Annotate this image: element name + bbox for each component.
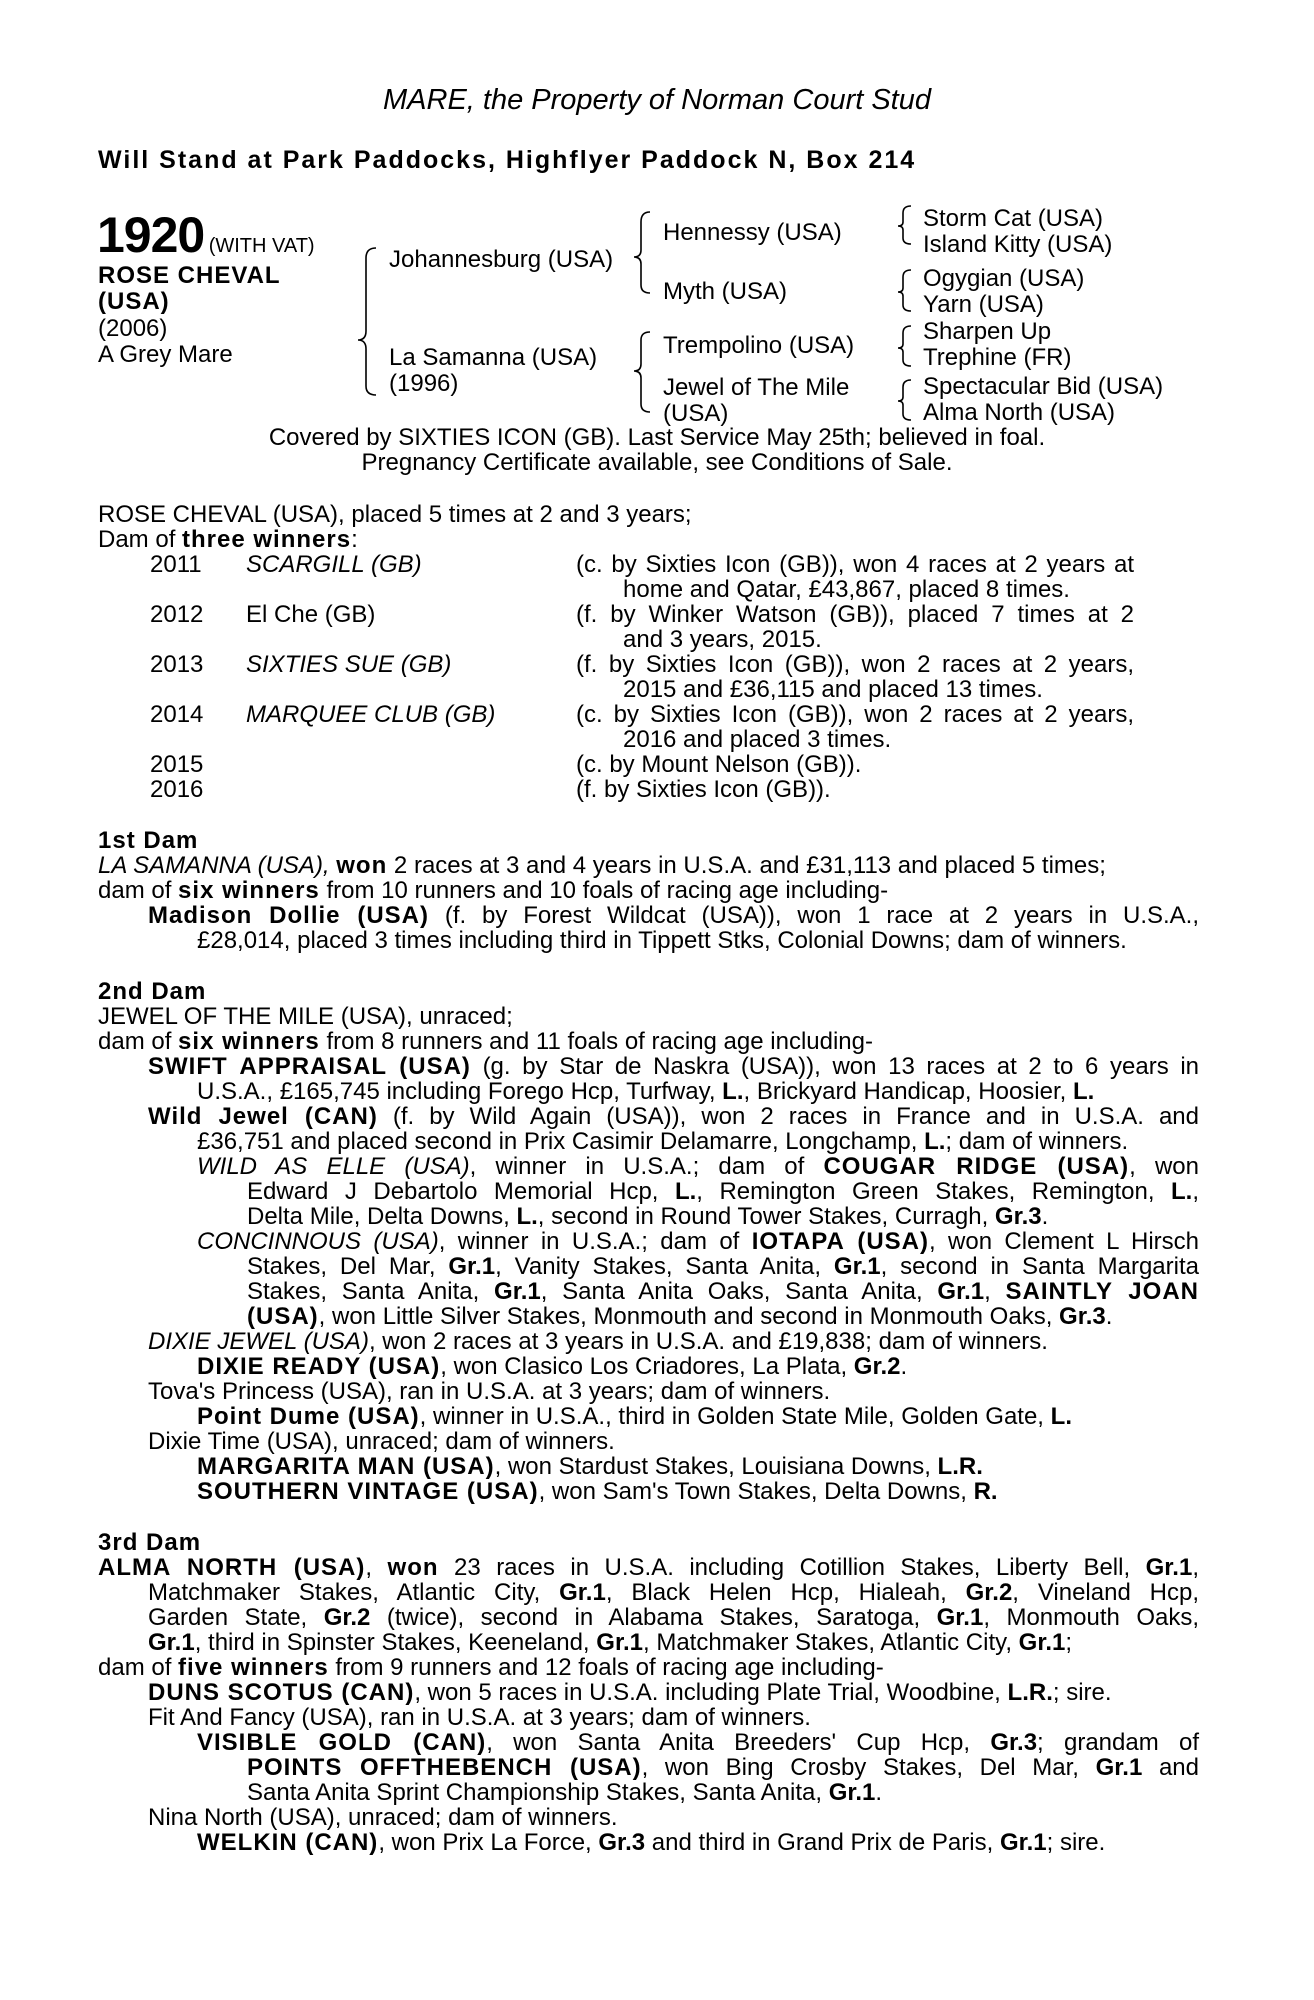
text-run: Gr.1 (1018, 1629, 1066, 1656)
text-run: . (875, 1779, 883, 1806)
text-run: dam of (98, 877, 179, 904)
pedigree-dsd: Trephine (FR) (923, 344, 1072, 371)
second-dam-line (197, 1154, 1199, 1179)
produce-detail: (c. by Mount Nelson (GB)). (576, 751, 862, 778)
text-run: Gr.1 (833, 1253, 881, 1280)
third-dam-line (148, 1680, 1112, 1705)
produce-year: 2014 (150, 701, 204, 728)
pedigree-brace-main (358, 248, 376, 395)
second-dam-line (98, 1029, 873, 1054)
text-run: SOUTHERN VINTAGE (USA) (197, 1478, 539, 1505)
text-run: Stakes, Del Mar, (247, 1253, 449, 1280)
third-dam-heading: 3rd Dam (98, 1529, 202, 1556)
text-run: , winner in U.S.A.; dam of (438, 1228, 752, 1255)
third-dam-line (247, 1780, 882, 1805)
text-run: SWIFT APPRAISAL (USA) (148, 1053, 471, 1080)
pedigree-dam: La Samanna (USA) (389, 344, 598, 371)
second-dam-line (197, 1454, 983, 1479)
first-dam-line: £28,014, placed 3 times including third in Tippett Stks, Colonial Downs; dam of winners. (197, 927, 1127, 954)
text-run: L.R. (937, 1453, 983, 1480)
second-dam-line (148, 1054, 1199, 1079)
text-run: from 8 runners and 11 foals of racing age including- (319, 1028, 873, 1055)
text-run: Gr.1 (148, 1629, 195, 1656)
third-dam-line (98, 1555, 1199, 1580)
pedigree-dds: Spectacular Bid (USA) (923, 373, 1164, 400)
text-run: , won Prix La Force, (378, 1829, 599, 1856)
second-dam-line: Tova's Princess (USA), ran in U.S.A. at 3 years; dam of winners. (148, 1378, 831, 1405)
text-run: : (351, 526, 358, 553)
text-run: dam of (98, 1028, 179, 1055)
text-run: L. (924, 1128, 946, 1155)
text-run: won (387, 1554, 439, 1581)
pedigree-ds: Trempolino (USA) (663, 332, 855, 359)
text-run: IOTAPA (USA) (751, 1228, 929, 1255)
text-run: Delta Mile, Delta Downs, (247, 1203, 517, 1230)
first-dam-heading: 1st Dam (98, 827, 199, 854)
text-run: MARGARITA MAN (USA) (197, 1453, 495, 1480)
produce-year: 2016 (150, 776, 204, 803)
covered-by: Covered by SIXTIES ICON (GB). Last Service May 25th; believed in foal. (268, 424, 1046, 451)
pedigree-sd: Myth (USA) (663, 278, 788, 305)
text-run: Gr.2 (965, 1579, 1013, 1606)
text-run: ; sire. (1052, 1679, 1112, 1706)
text-run: (f. by Forest Wildcat (USA)), won 1 race at 2 years in U.S.A., (429, 902, 1200, 929)
third-dam-line (98, 1655, 884, 1680)
pregnancy-certificate: Pregnancy Certificate available, see Conditions of Sale. (361, 449, 953, 476)
text-run: , won (1129, 1153, 1199, 1180)
text-run: Gr.1 (936, 1604, 984, 1631)
pedigree-ddd: Alma North (USA) (923, 399, 1116, 426)
produce-detail-cont: 2016 and placed 3 times. (623, 726, 892, 753)
produce-name: MARQUEE CLUB (GB) (246, 701, 496, 728)
pedigree-ss: Hennessy (USA) (663, 219, 842, 246)
text-run: U.S.A., £165,745 including Forego Hcp, Turfway, (197, 1078, 723, 1105)
text-run: Edward J Debartolo Memorial Hcp, (247, 1178, 675, 1205)
text-run: Gr.1 (999, 1829, 1047, 1856)
pedigree-sds: Ogygian (USA) (923, 265, 1085, 292)
produce-name: SIXTIES SUE (GB) (246, 651, 452, 678)
text-run: Matchmaker Stakes, Atlantic City, (148, 1579, 560, 1606)
text-run: , (984, 1278, 1006, 1305)
text-run: six winners (178, 1028, 320, 1055)
text-run: , second in Santa Margarita (880, 1253, 1199, 1280)
text-run: three winners (182, 526, 352, 553)
text-run: VISIBLE GOLD (CAN) (197, 1729, 487, 1756)
text-run: Point Dume (USA) (197, 1403, 420, 1430)
produce-year: 2013 (150, 651, 204, 678)
text-run: Gr.3 (990, 1729, 1038, 1756)
text-run: L.R. (1007, 1679, 1053, 1706)
text-run: Gr.1 (828, 1779, 876, 1806)
text-run: ; sire. (1046, 1829, 1106, 1856)
text-run: Gr.3 (994, 1203, 1042, 1230)
text-run: Gr.1 (448, 1253, 496, 1280)
second-dam-line (247, 1254, 1199, 1279)
second-dam-line (197, 1129, 1128, 1154)
text-run: and third in Grand Prix de Paris, (645, 1829, 1000, 1856)
text-run: six winners (178, 877, 320, 904)
text-run: LA SAMANNA (USA), (98, 852, 337, 879)
text-run: , (1192, 1178, 1199, 1205)
page-title: MARE, the Property of Norman Court Stud (383, 84, 931, 116)
text-run: dam of (98, 1654, 179, 1681)
text-run: . (1105, 1303, 1113, 1330)
text-run: ALMA NORTH (USA) (98, 1554, 366, 1581)
produce-detail: (f. by Winker Watson (GB)), placed 7 times at 2 (576, 601, 1134, 628)
text-run: , won 2 races at 3 years in U.S.A. and £19,838; dam of winners. (368, 1328, 1048, 1355)
text-run: and (1142, 1754, 1199, 1781)
produce-detail: (c. by Sixties Icon (GB)), won 2 races at 2 years, (576, 701, 1134, 728)
second-dam-line (247, 1204, 1048, 1229)
text-run: L. (1050, 1403, 1072, 1430)
text-run: 2 races at 3 and 4 years in U.S.A. and £31,113 and placed 5 times; (387, 852, 1106, 879)
text-run: . (1041, 1203, 1049, 1230)
text-run: , second in Round Tower Stakes, Curragh, (537, 1203, 995, 1230)
text-run: , (365, 1554, 388, 1581)
text-run: Gr.2 (323, 1604, 371, 1631)
text-run: (twice), second in Alabama Stakes, Saratoga, (370, 1604, 937, 1631)
pedigree-dd-country: (USA) (663, 400, 729, 427)
text-run: , won Bing Crosby Stakes, Del Mar, (641, 1754, 1096, 1781)
second-dam-line (247, 1179, 1199, 1204)
text-run: 23 races in U.S.A. including Cotillion Stakes, Liberty Bell, (438, 1554, 1146, 1581)
second-dam-line (197, 1229, 1199, 1254)
text-run: ; dam of winners. (945, 1128, 1129, 1155)
third-dam-line (197, 1830, 1105, 1855)
pedigree-sire: Johannesburg (USA) (389, 246, 614, 273)
produce-name: SCARGILL (GB) (246, 551, 422, 578)
pedigree-brace-sire (634, 212, 650, 293)
text-run: L. (1072, 1078, 1095, 1105)
text-run: (USA) (247, 1303, 319, 1330)
pedigree-ssd: Island Kitty (USA) (923, 231, 1113, 258)
text-run: Madison Dollie (USA) (148, 902, 430, 929)
produce-intro: ROSE CHEVAL (USA), placed 5 times at 2 and 3 years; (98, 501, 692, 528)
text-run: , won 5 races in U.S.A. including Plate Trial, Woodbine, (414, 1679, 1008, 1706)
text-run: L. (722, 1078, 744, 1105)
text-run: DIXIE READY (USA) (197, 1353, 441, 1380)
text-run: Gr.1 (937, 1278, 985, 1305)
text-run: (f. by Wild Again (USA)), won 2 races in France and in U.S.A. and (377, 1103, 1199, 1130)
second-dam-line: JEWEL OF THE MILE (USA), unraced; (98, 1003, 513, 1030)
text-run: . (900, 1353, 908, 1380)
text-run: R. (973, 1478, 998, 1505)
second-dam-line (247, 1279, 1199, 1304)
pedigree-brace-ds (898, 326, 911, 366)
text-run: Gr.2 (853, 1353, 901, 1380)
text-run: , won Clasico Los Criadores, La Plata, (440, 1353, 854, 1380)
text-run: CONCINNOUS (USA) (197, 1228, 439, 1255)
second-dam-line (148, 1329, 1048, 1354)
text-run: , won Clement L Hirsch (928, 1228, 1199, 1255)
second-dam-line (148, 1104, 1199, 1129)
text-run: , won Sam's Town Stakes, Delta Downs, (538, 1478, 974, 1505)
text-run: Gr.1 (1095, 1754, 1143, 1781)
text-run: Garden State, (148, 1604, 324, 1631)
horse-year: (2006) (98, 315, 168, 342)
text-run: , winner in U.S.A.; dam of (469, 1153, 824, 1180)
text-run: , Vineland Hcp, (1012, 1579, 1200, 1606)
second-dam-line (197, 1079, 1094, 1104)
pedigree-brace-sd (898, 270, 911, 311)
text-run: , Remington Green Stakes, Remington, (696, 1178, 1171, 1205)
produce-detail-cont: 2015 and £36,115 and placed 13 times. (623, 676, 1043, 703)
third-dam-line (247, 1755, 1199, 1780)
pedigree-brace-dam (634, 332, 650, 412)
text-run: , Monmouth Oaks, (983, 1604, 1200, 1631)
text-run: DUNS SCOTUS (CAN) (148, 1679, 415, 1706)
text-run: five winners (178, 1654, 329, 1681)
text-run: from 9 runners and 12 foals of racing age including- (328, 1654, 884, 1681)
produce-year: 2012 (150, 601, 204, 628)
produce-detail: (f. by Sixties Icon (GB)). (576, 776, 831, 803)
text-run: Gr.3 (1059, 1303, 1106, 1330)
produce-name: El Che (GB) (246, 601, 376, 628)
text-run: from 10 runners and 10 foals of racing age including- (319, 877, 889, 904)
text-run: L. (674, 1178, 697, 1205)
text-run: , (1192, 1554, 1199, 1581)
text-run: won (336, 852, 388, 879)
lot-vat: (WITH VAT) (208, 235, 315, 257)
text-run: , Santa Anita Oaks, Santa Anita, (540, 1278, 938, 1305)
produce-detail-cont: home and Qatar, £43,867, placed 8 times. (623, 576, 1070, 603)
text-run: Stakes, Santa Anita, (247, 1278, 495, 1305)
pedigree-sdd: Yarn (USA) (923, 291, 1044, 318)
text-run: Gr.3 (598, 1829, 646, 1856)
second-dam-heading: 2nd Dam (98, 978, 207, 1005)
pedigree-brace-ss (898, 206, 911, 244)
text-run: WILD AS ELLE (USA) (197, 1153, 470, 1180)
text-run: (g. by Star de Naskra (USA)), won 13 races at 2 to 6 years in (470, 1053, 1200, 1080)
text-run: WELKIN (CAN) (197, 1829, 379, 1856)
text-run: ; grandam of (1037, 1729, 1200, 1756)
text-run: Santa Anita Sprint Championship Stakes, Santa Anita, (247, 1779, 829, 1806)
text-run: COUGAR RIDGE (USA) (823, 1153, 1130, 1180)
text-run: , Matchmaker Stakes, Atlantic City, (642, 1629, 1019, 1656)
text-run: , Brickyard Handicap, Hoosier, (743, 1078, 1073, 1105)
produce-detail: (f. by Sixties Icon (GB)), won 2 races at 2 years, (576, 651, 1134, 678)
second-dam-line: Dixie Time (USA), unraced; dam of winners. (148, 1428, 615, 1455)
text-run: Gr.1 (1145, 1554, 1193, 1581)
text-run: Gr.1 (559, 1579, 606, 1606)
text-run: , Black Helen Hcp, Hialeah, (605, 1579, 966, 1606)
text-run: , third in Spinster Stakes, Keeneland, (194, 1629, 597, 1656)
text-run: L. (1171, 1178, 1193, 1205)
first-dam-line (98, 878, 888, 903)
second-dam-line (197, 1354, 907, 1379)
produce-dam-of (98, 527, 358, 552)
produce-detail: (c. by Sixties Icon (GB)), won 4 races at 2 years at (576, 551, 1134, 578)
text-run: , won Santa Anita Breeders' Cup Hcp, (486, 1729, 991, 1756)
text-run: , Vanity Stakes, Santa Anita, (495, 1253, 834, 1280)
first-dam-line (98, 853, 1106, 878)
pedigree-dd: Jewel of The Mile (663, 374, 850, 401)
text-run: POINTS OFFTHEBENCH (USA) (247, 1754, 642, 1781)
third-dam-line (197, 1730, 1199, 1755)
pedigree-brace-dd (898, 380, 911, 420)
text-run: , winner in U.S.A., third in Golden State Mile, Golden Gate, (419, 1403, 1051, 1430)
stand-location: Will Stand at Park Paddocks, Highflyer Paddock N, Box 214 (98, 146, 917, 174)
text-run: ; (1065, 1629, 1073, 1656)
horse-name: ROSE CHEVAL (98, 262, 281, 289)
pedigree-sss: Storm Cat (USA) (923, 205, 1104, 232)
horse-country: (USA) (98, 288, 170, 315)
produce-detail-cont: and 3 years, 2015. (623, 626, 822, 653)
text-run: L. (516, 1203, 538, 1230)
lot-number: 1920 (97, 207, 205, 263)
third-dam-line (148, 1630, 1072, 1655)
text-run: Wild Jewel (CAN) (148, 1103, 378, 1130)
second-dam-line (197, 1404, 1072, 1429)
produce-year: 2015 (150, 751, 204, 778)
third-dam-line (148, 1580, 1199, 1605)
third-dam-line: Nina North (USA), unraced; dam of winners. (148, 1804, 618, 1831)
text-run: Gr.1 (494, 1278, 541, 1305)
text-run: Gr.1 (596, 1629, 643, 1656)
horse-description: A Grey Mare (98, 341, 233, 368)
third-dam-line (148, 1605, 1199, 1630)
text-run: DIXIE JEWEL (USA) (148, 1328, 369, 1355)
pedigree-dam-year: (1996) (389, 370, 459, 397)
first-dam-line (148, 903, 1199, 928)
text-run: , won Little Silver Stakes, Monmouth and second in Monmouth Oaks, (318, 1303, 1060, 1330)
second-dam-line (247, 1304, 1112, 1329)
third-dam-line: Fit And Fancy (USA), ran in U.S.A. at 3 years; dam of winners. (148, 1704, 811, 1731)
text-run: , won Stardust Stakes, Louisiana Downs, (494, 1453, 938, 1480)
pedigree-dss: Sharpen Up (923, 318, 1052, 345)
text-run: Dam of (98, 526, 183, 553)
second-dam-line (197, 1479, 998, 1504)
text-run: SAINTLY JOAN (1005, 1278, 1199, 1305)
produce-year: 2011 (150, 551, 202, 578)
text-run: £36,751 and placed second in Prix Casimir Delamarre, Longchamp, (197, 1128, 925, 1155)
